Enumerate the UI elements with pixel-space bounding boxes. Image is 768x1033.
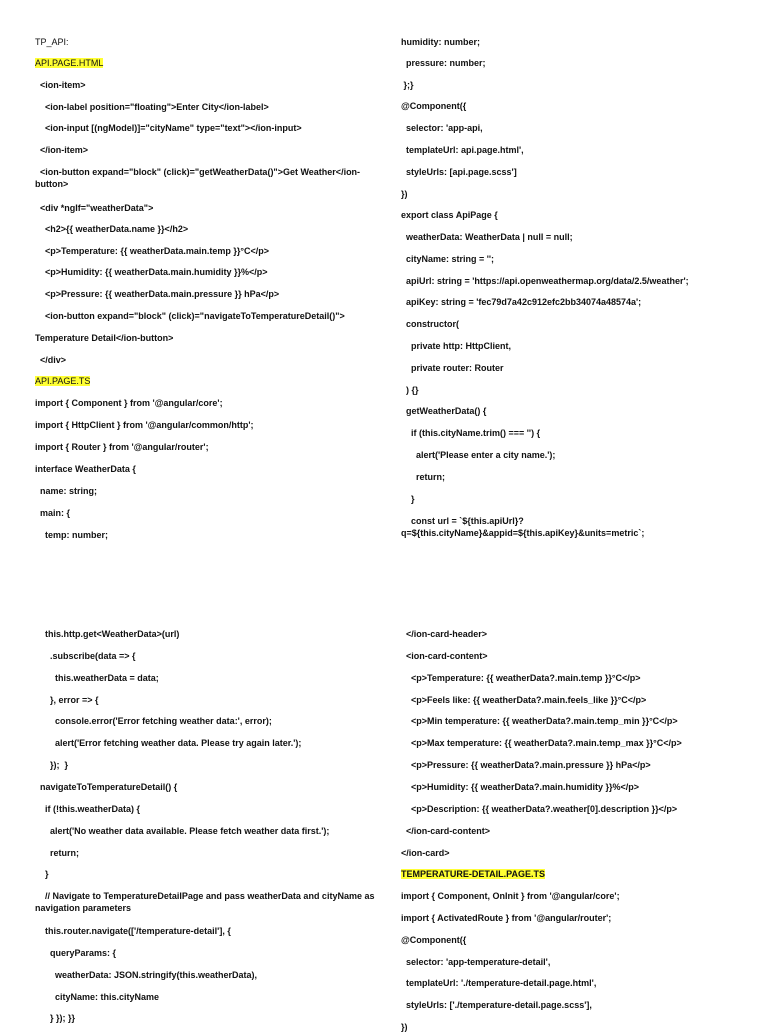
code-line: [401, 999, 763, 1011]
code-line-text: <ion-button expand="block" (click)="navigateToTemperatureDetail()">: [35, 311, 345, 321]
code-line: [401, 209, 763, 221]
code-line-text: @Component({: [401, 101, 467, 111]
code-line: [35, 847, 385, 859]
document-page-2: [0, 600, 768, 1032]
code-line: [35, 825, 385, 837]
code-line: [401, 384, 763, 396]
code-line-text: <p>Temperature: {{ weatherData.main.temp }}°C</p>: [35, 246, 270, 256]
code-line-text: }): [401, 1022, 408, 1032]
code-line-text: if (!this.weatherData) {: [35, 804, 141, 814]
code-line-text: <p>Humidity: {{ weatherData.main.humidity }}%</p>: [35, 267, 268, 277]
code-line-text: temp: number;: [35, 530, 109, 540]
code-line: [35, 463, 385, 475]
code-line-text: cityName: string = '';: [401, 254, 495, 264]
code-line-text: selector: 'app-temperature-detail',: [401, 957, 551, 967]
code-line-text: cityName: this.cityName: [35, 992, 160, 1002]
code-line: [401, 296, 763, 308]
code-line: [35, 144, 385, 156]
code-line: [401, 449, 763, 461]
code-line: [401, 100, 763, 112]
code-line-text: alert('No weather data available. Please fetch weather data first.');: [35, 826, 330, 836]
code-line: [401, 847, 763, 859]
code-line-text: <p>Pressure: {{ weatherData.main.pressure }} hPa</p>: [35, 289, 280, 299]
code-line: [401, 166, 763, 178]
code-line: [35, 310, 385, 322]
code-line-text: }): [401, 189, 408, 199]
code-line: [35, 803, 385, 815]
code-line-text: import { Component } from '@angular/core';: [35, 398, 223, 408]
code-line-text: <p>Humidity: {{ weatherData?.main.humidity }}%</p>: [401, 782, 640, 792]
code-line-text: <p>Feels like: {{ weatherData?.main.feels_like }}°C</p>: [401, 695, 647, 705]
code-line-text: return;: [401, 472, 446, 482]
code-line: [35, 354, 385, 366]
code-line: [401, 188, 763, 200]
code-line-text: <ion-label position="floating">Enter City</ion-label>: [35, 102, 269, 112]
code-line-text: name: string;: [35, 486, 98, 496]
code-line: [35, 672, 385, 684]
code-line: [35, 101, 385, 113]
code-line: [401, 694, 763, 706]
section-heading: [35, 57, 385, 69]
code-line: [35, 947, 385, 959]
section-heading: [401, 868, 763, 880]
code-line: [401, 275, 763, 287]
code-line-text: import { Router } from '@angular/router';: [35, 442, 209, 452]
page-gap: [0, 560, 768, 600]
code-line: [35, 288, 385, 300]
code-line: [401, 405, 763, 417]
code-line: [35, 507, 385, 519]
section-heading-text: API.PAGE.TS: [35, 376, 91, 386]
code-line-text: templateUrl: './temperature-detail.page.html',: [401, 978, 597, 988]
code-line: [35, 868, 385, 880]
code-line-text: <p>Max temperature: {{ weatherData?.main.temp_max }}°C</p>: [401, 738, 682, 748]
code-line-text: <h2>{{ weatherData.name }}</h2>: [35, 224, 189, 234]
code-line: [401, 427, 763, 439]
code-line: [401, 515, 763, 539]
code-line-text: ) {}: [401, 385, 419, 395]
code-line-text: this.weatherData = data;: [35, 673, 159, 683]
code-line: [35, 202, 385, 214]
code-line-text: <ion-card-content>: [401, 651, 488, 661]
code-line: [401, 36, 763, 48]
code-line-text: private router: Router: [401, 363, 504, 373]
code-line-text: </ion-card-content>: [401, 826, 491, 836]
code-line: [401, 715, 763, 727]
code-line-text: }: [35, 869, 49, 879]
code-line: [35, 694, 385, 706]
code-line: [35, 1012, 385, 1024]
code-line: [401, 122, 763, 134]
code-line: [401, 934, 763, 946]
code-line: [35, 781, 385, 793]
code-line-text: this.http.get<WeatherData>(url): [35, 629, 180, 639]
code-line-text: pressure: number;: [401, 58, 486, 68]
code-line: [35, 166, 385, 190]
code-line-text: interface WeatherData {: [35, 464, 136, 474]
code-line-text: @Component({: [401, 935, 467, 945]
code-line: [401, 890, 763, 902]
code-line-text: TP_API:: [35, 37, 69, 47]
code-line: [35, 122, 385, 134]
code-line: [35, 79, 385, 91]
code-line-text: styleUrls: [api.page.scss']: [401, 167, 517, 177]
code-line: [401, 825, 763, 837]
code-line-text: navigateToTemperatureDetail() {: [35, 782, 178, 792]
code-line: [35, 737, 385, 749]
code-line: [401, 737, 763, 749]
code-line-text: // Navigate to TemperatureDetailPage and pass weatherData and cityName as navigation parameters: [35, 891, 377, 913]
code-line-text: </div>: [35, 355, 67, 365]
code-line-text: return;: [35, 848, 80, 858]
code-line: [401, 781, 763, 793]
code-line: [35, 650, 385, 662]
code-line-text: </ion-card>: [401, 848, 450, 858]
code-line-text: </ion-item>: [35, 145, 89, 155]
code-line-text: weatherData: JSON.stringify(this.weatherData),: [35, 970, 258, 980]
code-line-text: <div *ngIf="weatherData">: [35, 203, 154, 213]
code-line: [35, 419, 385, 431]
code-line-text: <p>Min temperature: {{ weatherData?.main.temp_min }}°C</p>: [401, 716, 678, 726]
code-line: [35, 266, 385, 278]
code-line-text: <p>Description: {{ weatherData?.weather[0].description }}</p>: [401, 804, 678, 814]
code-line: [401, 79, 763, 91]
code-line-text: Temperature Detail</ion-button>: [35, 333, 174, 343]
code-line: [401, 253, 763, 265]
code-line-text: selector: 'app-api,: [401, 123, 483, 133]
code-line: [401, 471, 763, 483]
code-line: [401, 1021, 763, 1033]
code-line: [35, 529, 385, 541]
code-line: [35, 628, 385, 640]
code-line-text: private http: HttpClient,: [401, 341, 511, 351]
section-heading: [35, 375, 385, 387]
code-line-text: .subscribe(data => {: [35, 651, 136, 661]
code-line: [401, 956, 763, 968]
code-line: [35, 715, 385, 727]
code-line: [401, 231, 763, 243]
code-line-text: <p>Temperature: {{ weatherData?.main.temp }}°C</p>: [401, 673, 641, 683]
code-line-text: queryParams: {: [35, 948, 117, 958]
code-line-text: getWeatherData() {: [401, 406, 487, 416]
code-line-text: constructor(: [401, 319, 460, 329]
code-line-text: import { Component, OnInit } from '@angular/core';: [401, 891, 620, 901]
code-line: [401, 628, 763, 640]
code-line: [401, 977, 763, 989]
code-line: [35, 991, 385, 1003]
code-line: [401, 318, 763, 330]
code-line-text: humidity: number;: [401, 37, 480, 47]
code-line-text: export class ApiPage {: [401, 210, 498, 220]
code-line-text: }: [401, 494, 415, 504]
code-line-text: main: {: [35, 508, 71, 518]
code-line-text: import { ActivatedRoute } from '@angular/router';: [401, 913, 612, 923]
code-line-text: const url = `${this.apiUrl}?q=${this.cityName}&appid=${this.apiKey}&units=metric`;: [401, 516, 645, 538]
code-line: [401, 759, 763, 771]
code-line-text: };}: [401, 80, 414, 90]
code-line-text: styleUrls: ['./temperature-detail.page.scss'],: [401, 1000, 592, 1010]
code-line: [35, 485, 385, 497]
code-line: [401, 362, 763, 374]
code-line: [35, 223, 385, 235]
code-line-text: apiKey: string = 'fec79d7a42c912efc2bb34074a48574a';: [401, 297, 642, 307]
code-line-text: <ion-button expand="block" (click)="getWeatherData()">Get Weather</ion-button>: [35, 167, 361, 189]
code-line: [401, 650, 763, 662]
code-line: [35, 36, 385, 48]
code-line-text: } }); }}: [35, 1013, 76, 1023]
code-line: [35, 969, 385, 981]
section-heading-text: TEMPERATURE-DETAIL.PAGE.TS: [401, 869, 545, 879]
code-line-text: console.error('Error fetching weather data:', error);: [35, 716, 272, 726]
code-line: [35, 245, 385, 257]
section-heading-text: API.PAGE.HTML: [35, 58, 104, 68]
code-line: [401, 672, 763, 684]
code-line: [401, 340, 763, 352]
code-line-text: <ion-input [(ngModel)]="cityName" type="text"></ion-input>: [35, 123, 302, 133]
code-line-text: templateUrl: api.page.html',: [401, 145, 524, 155]
code-line-text: alert('Please enter a city name.');: [401, 450, 556, 460]
code-line-text: }); }: [35, 760, 69, 770]
code-line-text: </ion-card-header>: [401, 629, 488, 639]
code-line: [35, 397, 385, 409]
code-line: [401, 912, 763, 924]
code-line: [35, 890, 385, 914]
code-line-text: this.router.navigate(['/temperature-detail'], {: [35, 926, 231, 936]
code-line-text: <ion-item>: [35, 80, 86, 90]
code-line: [35, 332, 385, 344]
code-line-text: alert('Error fetching weather data. Please try again later.');: [35, 738, 302, 748]
code-line: [35, 759, 385, 771]
code-line-text: apiUrl: string = 'https://api.openweathermap.org/data/2.5/weather';: [401, 276, 689, 286]
code-line-text: import { HttpClient } from '@angular/common/http';: [35, 420, 254, 430]
code-line: [35, 441, 385, 453]
code-line-text: <p>Pressure: {{ weatherData?.main.pressure }} hPa</p>: [401, 760, 651, 770]
code-line: [401, 144, 763, 156]
code-line: [401, 57, 763, 69]
code-line-text: weatherData: WeatherData | null = null;: [401, 232, 573, 242]
code-line-text: }, error => {: [35, 695, 99, 705]
code-line: [401, 493, 763, 505]
code-line: [401, 803, 763, 815]
code-line: [35, 925, 385, 937]
code-line-text: if (this.cityName.trim() === '') {: [401, 428, 541, 438]
